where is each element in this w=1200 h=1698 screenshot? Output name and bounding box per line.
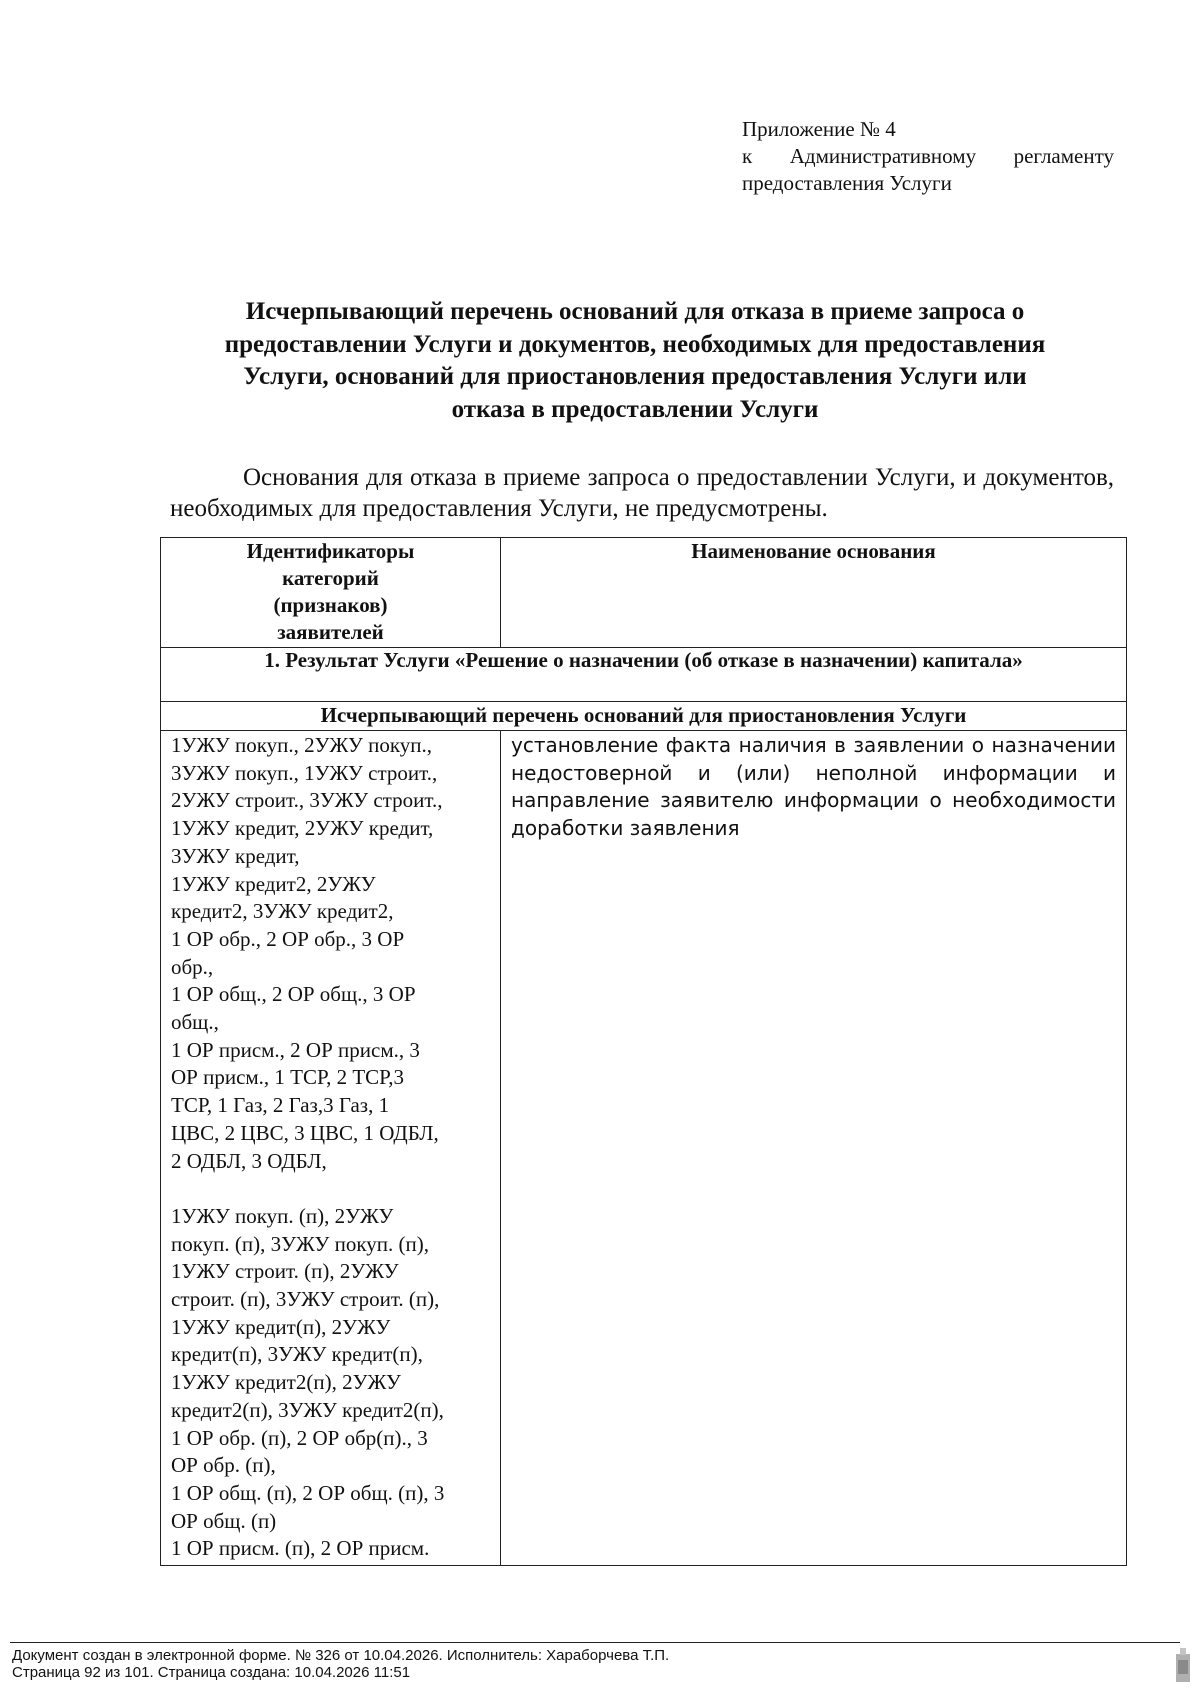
appendix-header [742, 116, 1114, 197]
document-title [160, 296, 1110, 426]
reason-line: направление заявителю информации о необходимости [511, 788, 1116, 812]
header-applicant-ids [161, 538, 501, 648]
header-ground-name: Наименование основания [501, 538, 1127, 648]
id-line: ЦВС, 2 ЦВС, 3 ЦВС, 1 ОДБЛ, [171, 1120, 439, 1145]
table-header-row [161, 538, 1127, 648]
header-line: категорий [282, 566, 379, 590]
id-line: кредит(п), 3УЖУ кредит(п), [171, 1342, 423, 1367]
grounds-table [160, 537, 1127, 1566]
appendix-number: Приложение № 4 [742, 117, 896, 141]
appendix-subject: предоставления Услуги [742, 171, 952, 195]
id-line: 1УЖУ кредит(п), 2УЖУ [171, 1314, 391, 1339]
id-line: 2 ОДБЛ, 3 ОДБЛ, [171, 1148, 327, 1173]
subheader-row [161, 702, 1127, 731]
footer-page-info: Страница 92 из 101. Страница создана: 10.04.2026 11:51 [12, 1664, 411, 1681]
id-line: ОР присм., 1 ТСР, 2 ТСР,3 [171, 1065, 404, 1090]
id-line: 1УЖУ строит. (п), 2УЖУ [171, 1259, 399, 1284]
id-line: 1 ОР присм. (п), 2 ОР присм. [171, 1536, 430, 1561]
id-line: ТСР, 1 Газ, 2 Газ,3 Газ, 1 [171, 1093, 390, 1118]
id-line: строит. (п), 3УЖУ строит. (п), [171, 1287, 440, 1312]
emblem-icon [1174, 1646, 1192, 1686]
header-line: заявителей [277, 620, 384, 644]
id-line: кредит2(п), 3УЖУ кредит2(п), [171, 1397, 444, 1422]
applicant-ids-cell [161, 731, 501, 1566]
page-footer [12, 1647, 1112, 1681]
section-title: 1. Результат Услуги «Решение о назначении (об отказе в назначении) капитала» [161, 648, 1127, 702]
header-line: Идентификаторы [246, 539, 415, 563]
title-line: предоставлении Услуги и документов, необходимых для предоставления [224, 330, 1046, 358]
title-line: Услуги, оснований для приостановления предоставления Услуги или [243, 363, 1027, 390]
reason-line: недостоверной и (или) неполной информации и [511, 760, 1116, 785]
id-line: 1 ОР присм., 2 ОР присм., 3 [171, 1037, 420, 1062]
reason-line: доработки заявления [511, 815, 740, 840]
reason-line: установление факта наличия в заявлении о назначении [511, 733, 1116, 757]
footer-document-info: Документ создан в электронной форме. № 326 от 10.04.2026. Исполнитель: Хараборчева Т.П. [12, 1647, 670, 1664]
appendix-reference: к Административному регламенту [742, 144, 1114, 168]
id-line: 1 ОР общ., 2 ОР общ., 3 ОР [171, 982, 416, 1007]
id-line: 1 ОР обр., 2 ОР обр., 3 ОР [171, 926, 405, 951]
ground-text-cell [501, 731, 1127, 1566]
id-line: 1УЖУ покуп., 2УЖУ покуп., [171, 733, 433, 757]
table-row [161, 731, 1127, 1566]
header-line: (признаков) [273, 593, 388, 617]
spacer [171, 1175, 492, 1203]
title-line: отказа в предоставлении Услуги [451, 395, 819, 423]
id-line: 1УЖУ кредит, 2УЖУ кредит, [171, 816, 434, 841]
id-line: обр., [171, 954, 214, 979]
id-line: 1 ОР общ. (п), 2 ОР общ. (п), 3 [171, 1480, 445, 1505]
id-line: 2УЖУ строит., 3УЖУ строит., [171, 788, 443, 813]
id-line: ОР обр. (п), [171, 1453, 276, 1478]
id-line: 1 ОР обр. (п), 2 ОР обр(п)., 3 [171, 1425, 428, 1450]
id-line: ОР общ. (п) [171, 1508, 277, 1533]
footer-divider [10, 1642, 1180, 1643]
id-line: кредит2, 3УЖУ кредит2, [171, 899, 394, 924]
id-line: общ., [171, 1010, 219, 1035]
subheader-title: Исчерпывающий перечень оснований для приостановления Услуги [161, 702, 1127, 731]
intro-paragraph: Основания для отказа в приеме запроса о предоставлении Услуги, и документов, необходимых для предоставления Услуги, не предусмотрены. [170, 464, 1114, 522]
section-row [161, 648, 1127, 702]
id-line: 1УЖУ кредит2, 2УЖУ [171, 871, 376, 896]
id-line: покуп. (п), 3УЖУ покуп. (п), [171, 1231, 429, 1256]
title-line: Исчерпывающий перечень оснований для отказа в приеме запроса о [245, 298, 1025, 325]
id-line: 3УЖУ покуп., 1УЖУ строит., [171, 760, 438, 785]
id-line: 1УЖУ покуп. (п), 2УЖУ [171, 1203, 394, 1228]
id-line: 3УЖУ кредит, [171, 843, 300, 868]
id-line: 1УЖУ кредит2(п), 2УЖУ [171, 1370, 401, 1395]
